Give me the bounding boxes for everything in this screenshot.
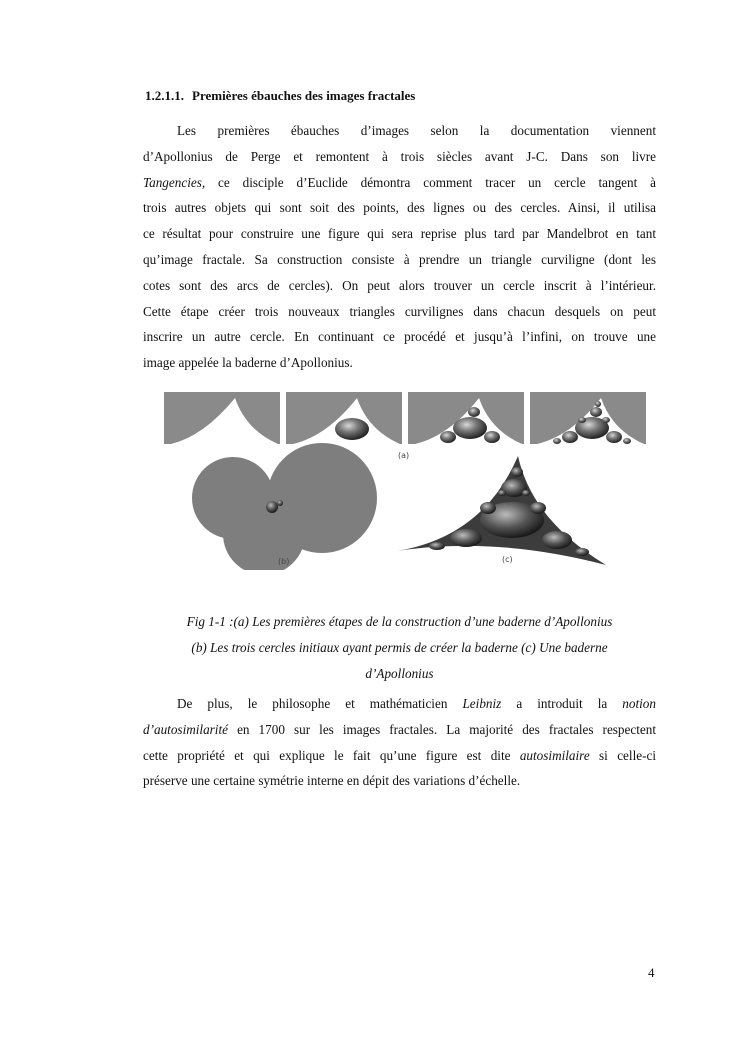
label-c: (c)	[502, 555, 513, 564]
text-line: cotes sont des arcs de cercles). On peut alors trouver un cercle inscrit à l’intérieur.	[143, 277, 656, 293]
text-fragment: si celle-ci	[599, 747, 656, 763]
text-line	[143, 717, 656, 743]
text-line: ce résultat pour construire une figure qui sera reprise plus tard par Mandelbrot en tant	[143, 226, 656, 242]
notion-term: notion	[622, 696, 656, 711]
text-fragment: cette propriété et qui explique le fait qu’une figure est dite	[143, 747, 511, 763]
label-b: (b)	[278, 557, 290, 566]
text-fragment: en 1700 sur les images fractales. La majorité des fractales respectent	[237, 721, 657, 737]
construction-step-2	[286, 392, 402, 444]
caption-line: Fig 1-1 :(a) Les premières étapes de la construction d’une baderne d’Apollonius	[186, 614, 613, 629]
text-line: qu’image fractale. Sa construction consiste à prendre un triangle curviligne (dont les	[143, 251, 656, 267]
section-title: Premières ébauches des images fractales	[192, 88, 416, 103]
text-fragment: a introduit la	[516, 696, 608, 711]
apollonian-gasket-figure	[162, 390, 648, 570]
book-title: Tangencies,	[143, 174, 206, 190]
construction-step-1	[164, 392, 280, 444]
apollonian-gasket	[390, 456, 606, 565]
caption-line: (b) Les trois cercles initiaux ayant permis de créer la baderne (c) Une baderne	[191, 639, 608, 655]
text-line: d’Apollonius de Perge et remontent à trois siècles avant J-C. Dans son livre	[143, 148, 656, 164]
caption-line: d’Apollonius	[365, 665, 434, 681]
text-line	[143, 691, 656, 717]
text-line: image appelée la baderne d’Apollonius.	[143, 355, 353, 371]
text-line: préserve une certaine symétrie interne en dépit des variations d’échelle.	[143, 773, 521, 789]
autosimilarity-term: d’autosimilarité	[143, 721, 228, 737]
text-line: trois autres objets qui sont soit des points, des lignes ou des cercles. Ainsi, il utilisa	[143, 200, 656, 216]
text-fragment: ce disciple d’Euclide démontra comment tracer un cercle tangent à	[218, 174, 657, 190]
paragraph-apollonius	[143, 118, 656, 376]
text-line	[143, 743, 656, 769]
paragraph-leibniz	[143, 691, 656, 794]
section-number: 1.2.1.1.	[145, 88, 184, 103]
section-heading	[145, 88, 415, 104]
autosimilar-term: autosimilaire	[519, 747, 590, 763]
label-a: (a)	[398, 451, 410, 460]
construction-step-4	[530, 392, 646, 444]
construction-step-3	[408, 392, 524, 444]
three-initial-circles	[192, 443, 377, 570]
text-line	[143, 170, 656, 196]
figure-caption	[143, 609, 656, 686]
text-line: inscrire un autre cercle. En continuant ce procédé et jusqu’à l’infini, on trouve une	[143, 329, 656, 345]
leibniz-name: Leibniz	[462, 696, 502, 711]
text-fragment: De plus, le philosophe et mathématicien	[177, 696, 448, 711]
text-line: Cette étape créer trois nouveaux triangles curvilignes dans chacun desquels on peut	[143, 303, 656, 319]
page-number: 4	[648, 965, 655, 980]
text-line: Les premières ébauches d’images selon la documentation viennent	[177, 123, 656, 138]
